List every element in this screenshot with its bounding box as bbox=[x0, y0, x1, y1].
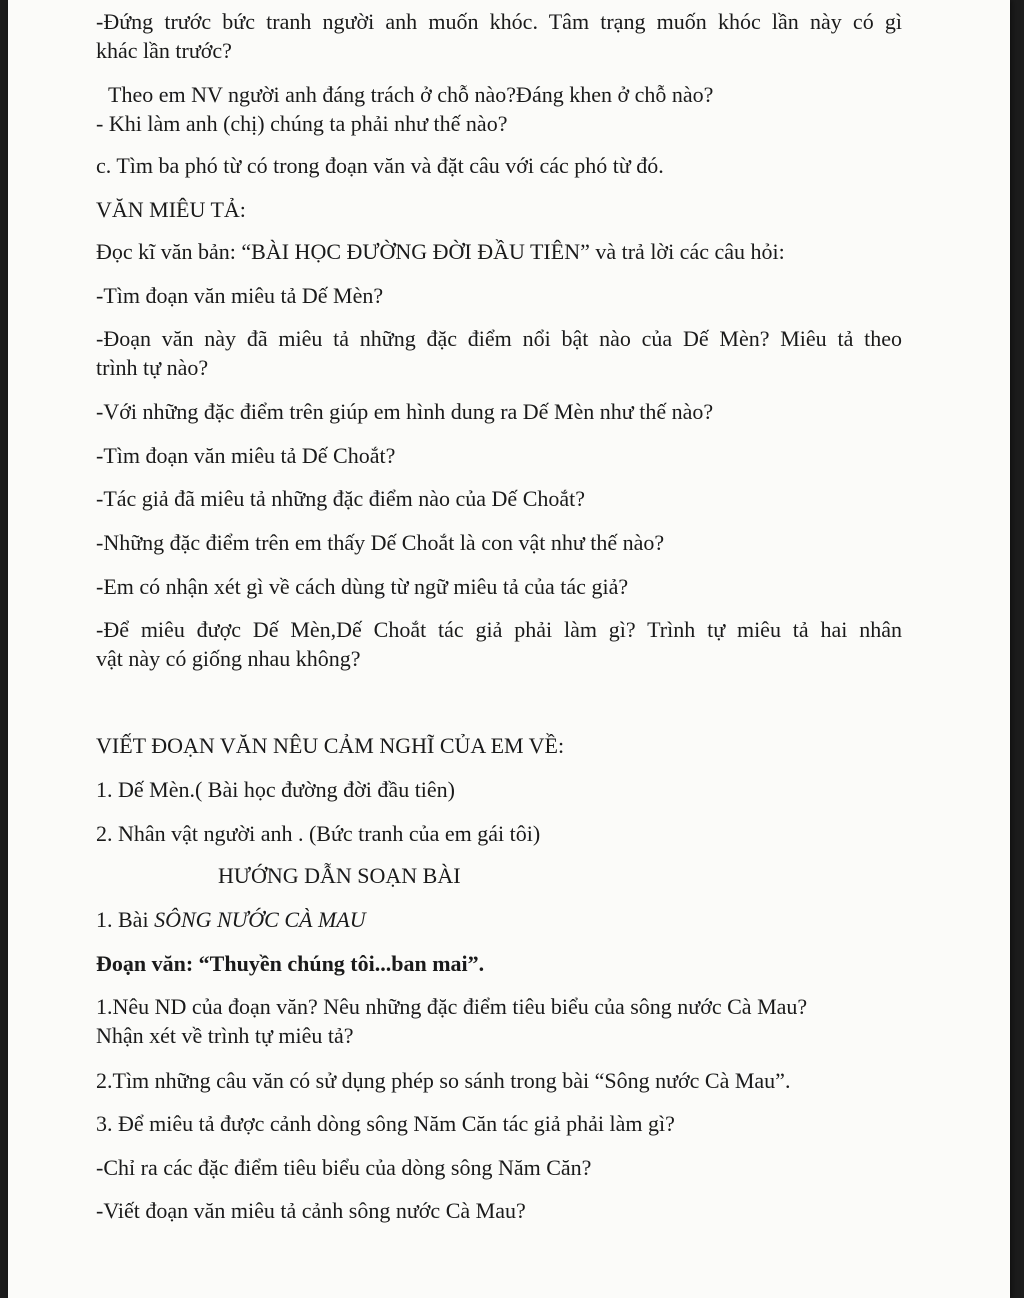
section-heading: VĂN MIÊU TẢ: bbox=[96, 197, 246, 222]
section-heading: HƯỚNG DẪN SOẠN BÀI bbox=[218, 863, 461, 888]
text-line: c. Tìm ba phó từ có trong đoạn văn và đặt câu với các phó từ đó. bbox=[96, 153, 664, 178]
text-line: -Chỉ ra các đặc điểm tiêu biểu của dòng sông Năm Căn? bbox=[96, 1155, 592, 1180]
document-page bbox=[8, 0, 1010, 1298]
text-line: Đọc kĩ văn bản: “BÀI HỌC ĐƯỜNG ĐỜI ĐẦU TIÊN” và trả lời các câu hỏi: bbox=[96, 239, 785, 264]
text-line: -Em có nhận xét gì về cách dùng từ ngữ miêu tả của tác giả? bbox=[96, 574, 629, 599]
text-line: Nhận xét về trình tự miêu tả? bbox=[96, 1023, 354, 1048]
text-line: -Tìm đoạn văn miêu tả Dế Choắt? bbox=[96, 443, 396, 468]
text-line: Theo em NV người anh đáng trách ở chỗ nào?Đáng khen ở chỗ nào? bbox=[108, 82, 714, 107]
text-line: -Với những đặc điểm trên giúp em hình dung ra Dế Mèn như thế nào? bbox=[96, 399, 714, 424]
lesson-title-name: SÔNG NƯỚC CÀ MAU bbox=[154, 907, 366, 932]
text-line: khác lần trước? bbox=[96, 38, 232, 63]
passage-heading: Đoạn văn: “Thuyền chúng tôi...ban mai”. bbox=[96, 951, 485, 976]
text-line: 1.Nêu ND của đoạn văn? Nêu những đặc điểm tiêu biểu của sông nước Cà Mau? bbox=[96, 994, 808, 1019]
lesson-title bbox=[96, 905, 366, 934]
section-heading: VIẾT ĐOẠN VĂN NÊU CẢM NGHĨ CỦA EM VỀ: bbox=[96, 733, 565, 758]
text-line: -Đứng trước bức tranh người anh muốn khóc. Tâm trạng muốn khóc lần này có gì bbox=[96, 9, 902, 34]
text-line: 1. Dế Mèn.( Bài học đường đời đầu tiên) bbox=[96, 777, 456, 802]
text-line: -Đoạn văn này đã miêu tả những đặc điểm nổi bật nào của Dế Mèn? Miêu tả theo bbox=[96, 326, 902, 351]
text-line: -Viết đoạn văn miêu tả cảnh sông nước Cà Mau? bbox=[96, 1198, 526, 1223]
lesson-title-prefix: 1. Bài bbox=[96, 907, 155, 932]
text-line: - Khi làm anh (chị) chúng ta phải như thế nào? bbox=[96, 111, 508, 136]
text-line: trình tự nào? bbox=[96, 355, 209, 380]
text-line: -Tác giả đã miêu tả những đặc điểm nào của Dế Choắt? bbox=[96, 486, 586, 511]
text-line: vật này có giống nhau không? bbox=[96, 646, 361, 671]
text-line: -Để miêu được Dế Mèn,Dế Choắt tác giả phải làm gì? Trình tự miêu tả hai nhân bbox=[96, 617, 902, 642]
text-line: 2. Nhân vật người anh . (Bức tranh của em gái tôi) bbox=[96, 821, 541, 846]
text-line: -Những đặc điểm trên em thấy Dế Choắt là con vật như thế nào? bbox=[96, 530, 665, 555]
text-line: -Tìm đoạn văn miêu tả Dế Mèn? bbox=[96, 283, 384, 308]
text-line: 2.Tìm những câu văn có sử dụng phép so sánh trong bài “Sông nước Cà Mau”. bbox=[96, 1068, 791, 1093]
text-line: 3. Để miêu tả được cảnh dòng sông Năm Căn tác giả phải làm gì? bbox=[96, 1111, 675, 1136]
